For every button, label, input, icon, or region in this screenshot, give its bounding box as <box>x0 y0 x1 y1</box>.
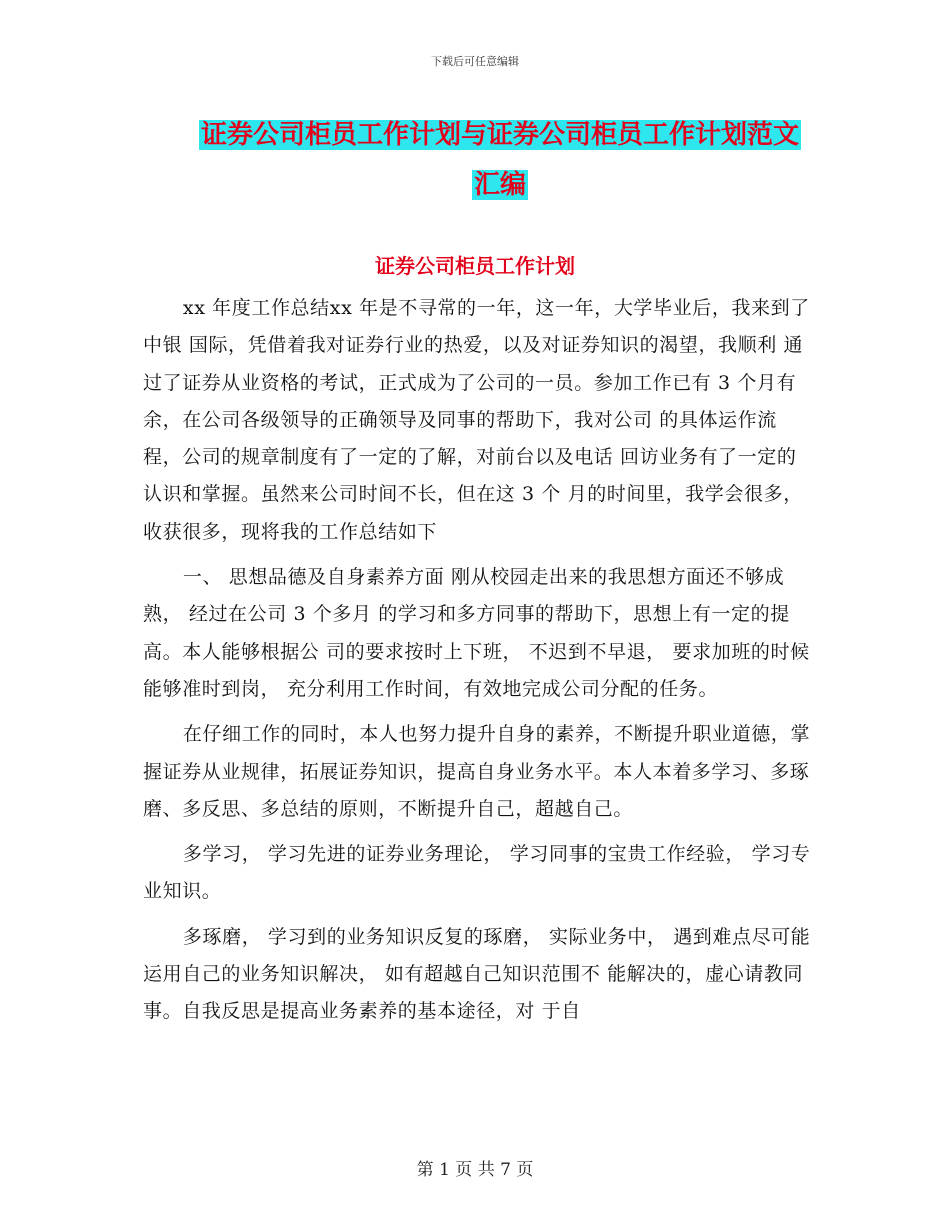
main-title-line2: 汇编 <box>473 170 526 200</box>
header-note: 下载后可任意编辑 <box>431 55 519 68</box>
main-title-line1: 证券公司柜员工作计划与证券公司柜员工作计划范文 <box>200 120 799 150</box>
section-title: 证券公司柜员工作计划 <box>375 254 575 278</box>
paragraph: 多琢磨， 学习到的业务知识反复的琢磨， 实际业务中， 遇到难点尽可能运用自己的业务知识解决， 如有超越自己知识范围不 能解决的，虚心请教同事。自我反思是提高业务素养的基本途径，对 于自 <box>143 925 811 1023</box>
paragraph: 一、 思想品德及自身素养方面 刚从校园走出来的我思想方面还不够成熟， 经过在公司 3 个多月 的学习和多方同事的帮助下，思想上有一定的提高。本人能够根据公 司的要求按时上下班， 不迟到不早退， 要求加班的时候能够准时到岗， 充分利用工作时间，有效地完成公司分配的任务。 <box>143 566 810 700</box>
paragraph: 多学习， 学习先进的证券业务理论， 学习同事的宝贵工作经验， 学习专业知识。 <box>143 843 811 903</box>
page-footer: 第 1 页 共 7 页 <box>416 1160 534 1180</box>
main-title <box>190 110 810 210</box>
paragraph: 在仔细工作的同时，本人也努力提升自身的素养，不断提升职业道德，掌握证券从业规律，拓展证券知识，提高自身业务水平。本人本着多学习、多琢磨、多反思、多总结的原则，不断提升自己，超越自己。 <box>143 723 811 820</box>
paragraph: xx 年度工作总结xx 年是不寻常的一年，这一年，大学毕业后，我来到了中银 国际，凭借着我对证券行业的热爱，以及对证券知识的渴望，我顺利 通过了证券从业资格的考试，正式成为了公司的一员。参加工作已有 3 个月有余，在公司各级领导的正确领导及同事的帮助下，我对公司 的具体运作流程，公司的规章制度有了一定的了解，对前台以及电话 回访业务有了一定的认识和掌握。虽然来公司时间不长，但在这 3 个 月的时间里，我学会很多，收获很多，现将我的工作总结如下 <box>143 297 810 543</box>
document-body <box>143 290 813 1039</box>
